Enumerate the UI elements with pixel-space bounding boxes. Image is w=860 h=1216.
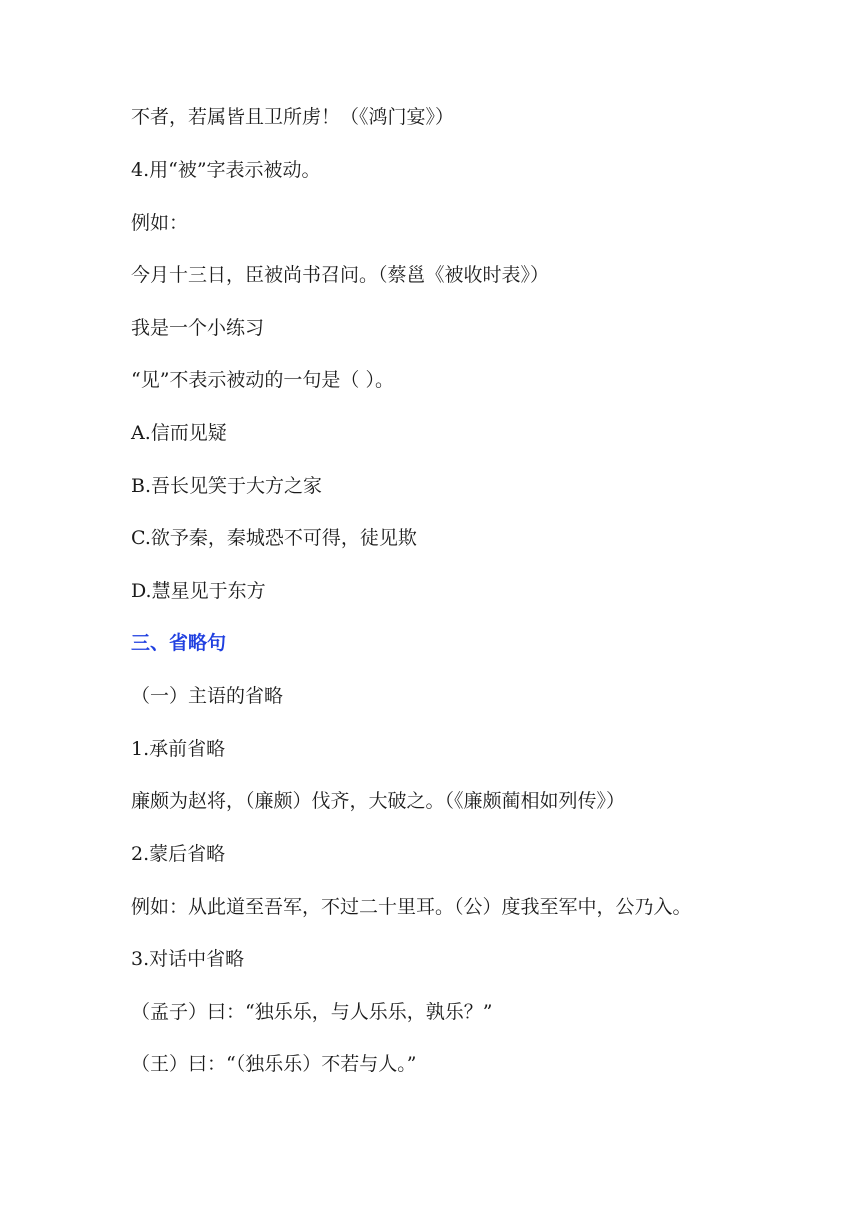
text-line: 不者，若属皆且卫所虏！（《鸿门宴》）	[131, 106, 455, 128]
text-line: 我是一个小练习	[131, 317, 265, 339]
text-line: 今月十三日，臣被尚书召问。（蔡邕《被收时表》）	[131, 264, 550, 286]
text-line: （孟子）曰：“独乐乐，与人乐乐，孰乐？”	[131, 1001, 493, 1023]
text-line: 4.用“被”字表示被动。	[131, 159, 321, 181]
text-line: 3.对话中省略	[131, 948, 245, 970]
question-stem: “见”不表示被动的一句是（ ）。	[131, 369, 394, 391]
subsection-heading: （一）主语的省略	[131, 685, 284, 707]
option-a: A.信而见疑	[131, 422, 227, 444]
text-line: 2.蒙后省略	[131, 843, 226, 865]
text-line: 廉颇为赵将，（廉颇）伐齐，大破之。（《廉颇蔺相如列传》）	[131, 790, 626, 812]
text-line: 1.承前省略	[131, 738, 226, 760]
option-c: C.欲予秦，秦城恐不可得，徒见欺	[131, 527, 417, 549]
text-line: 例如：从此道至吾军，不过二十里耳。（公）度我至军中，公乃入。	[131, 896, 692, 918]
option-b: B.吾长见笑于大方之家	[131, 475, 323, 497]
text-line: （王）曰：“（独乐乐）不若与人。”	[131, 1053, 417, 1075]
option-d: D.慧星见于东方	[131, 580, 266, 602]
text-line: 例如：	[131, 212, 189, 234]
section-heading: 三、省略句	[131, 632, 227, 654]
